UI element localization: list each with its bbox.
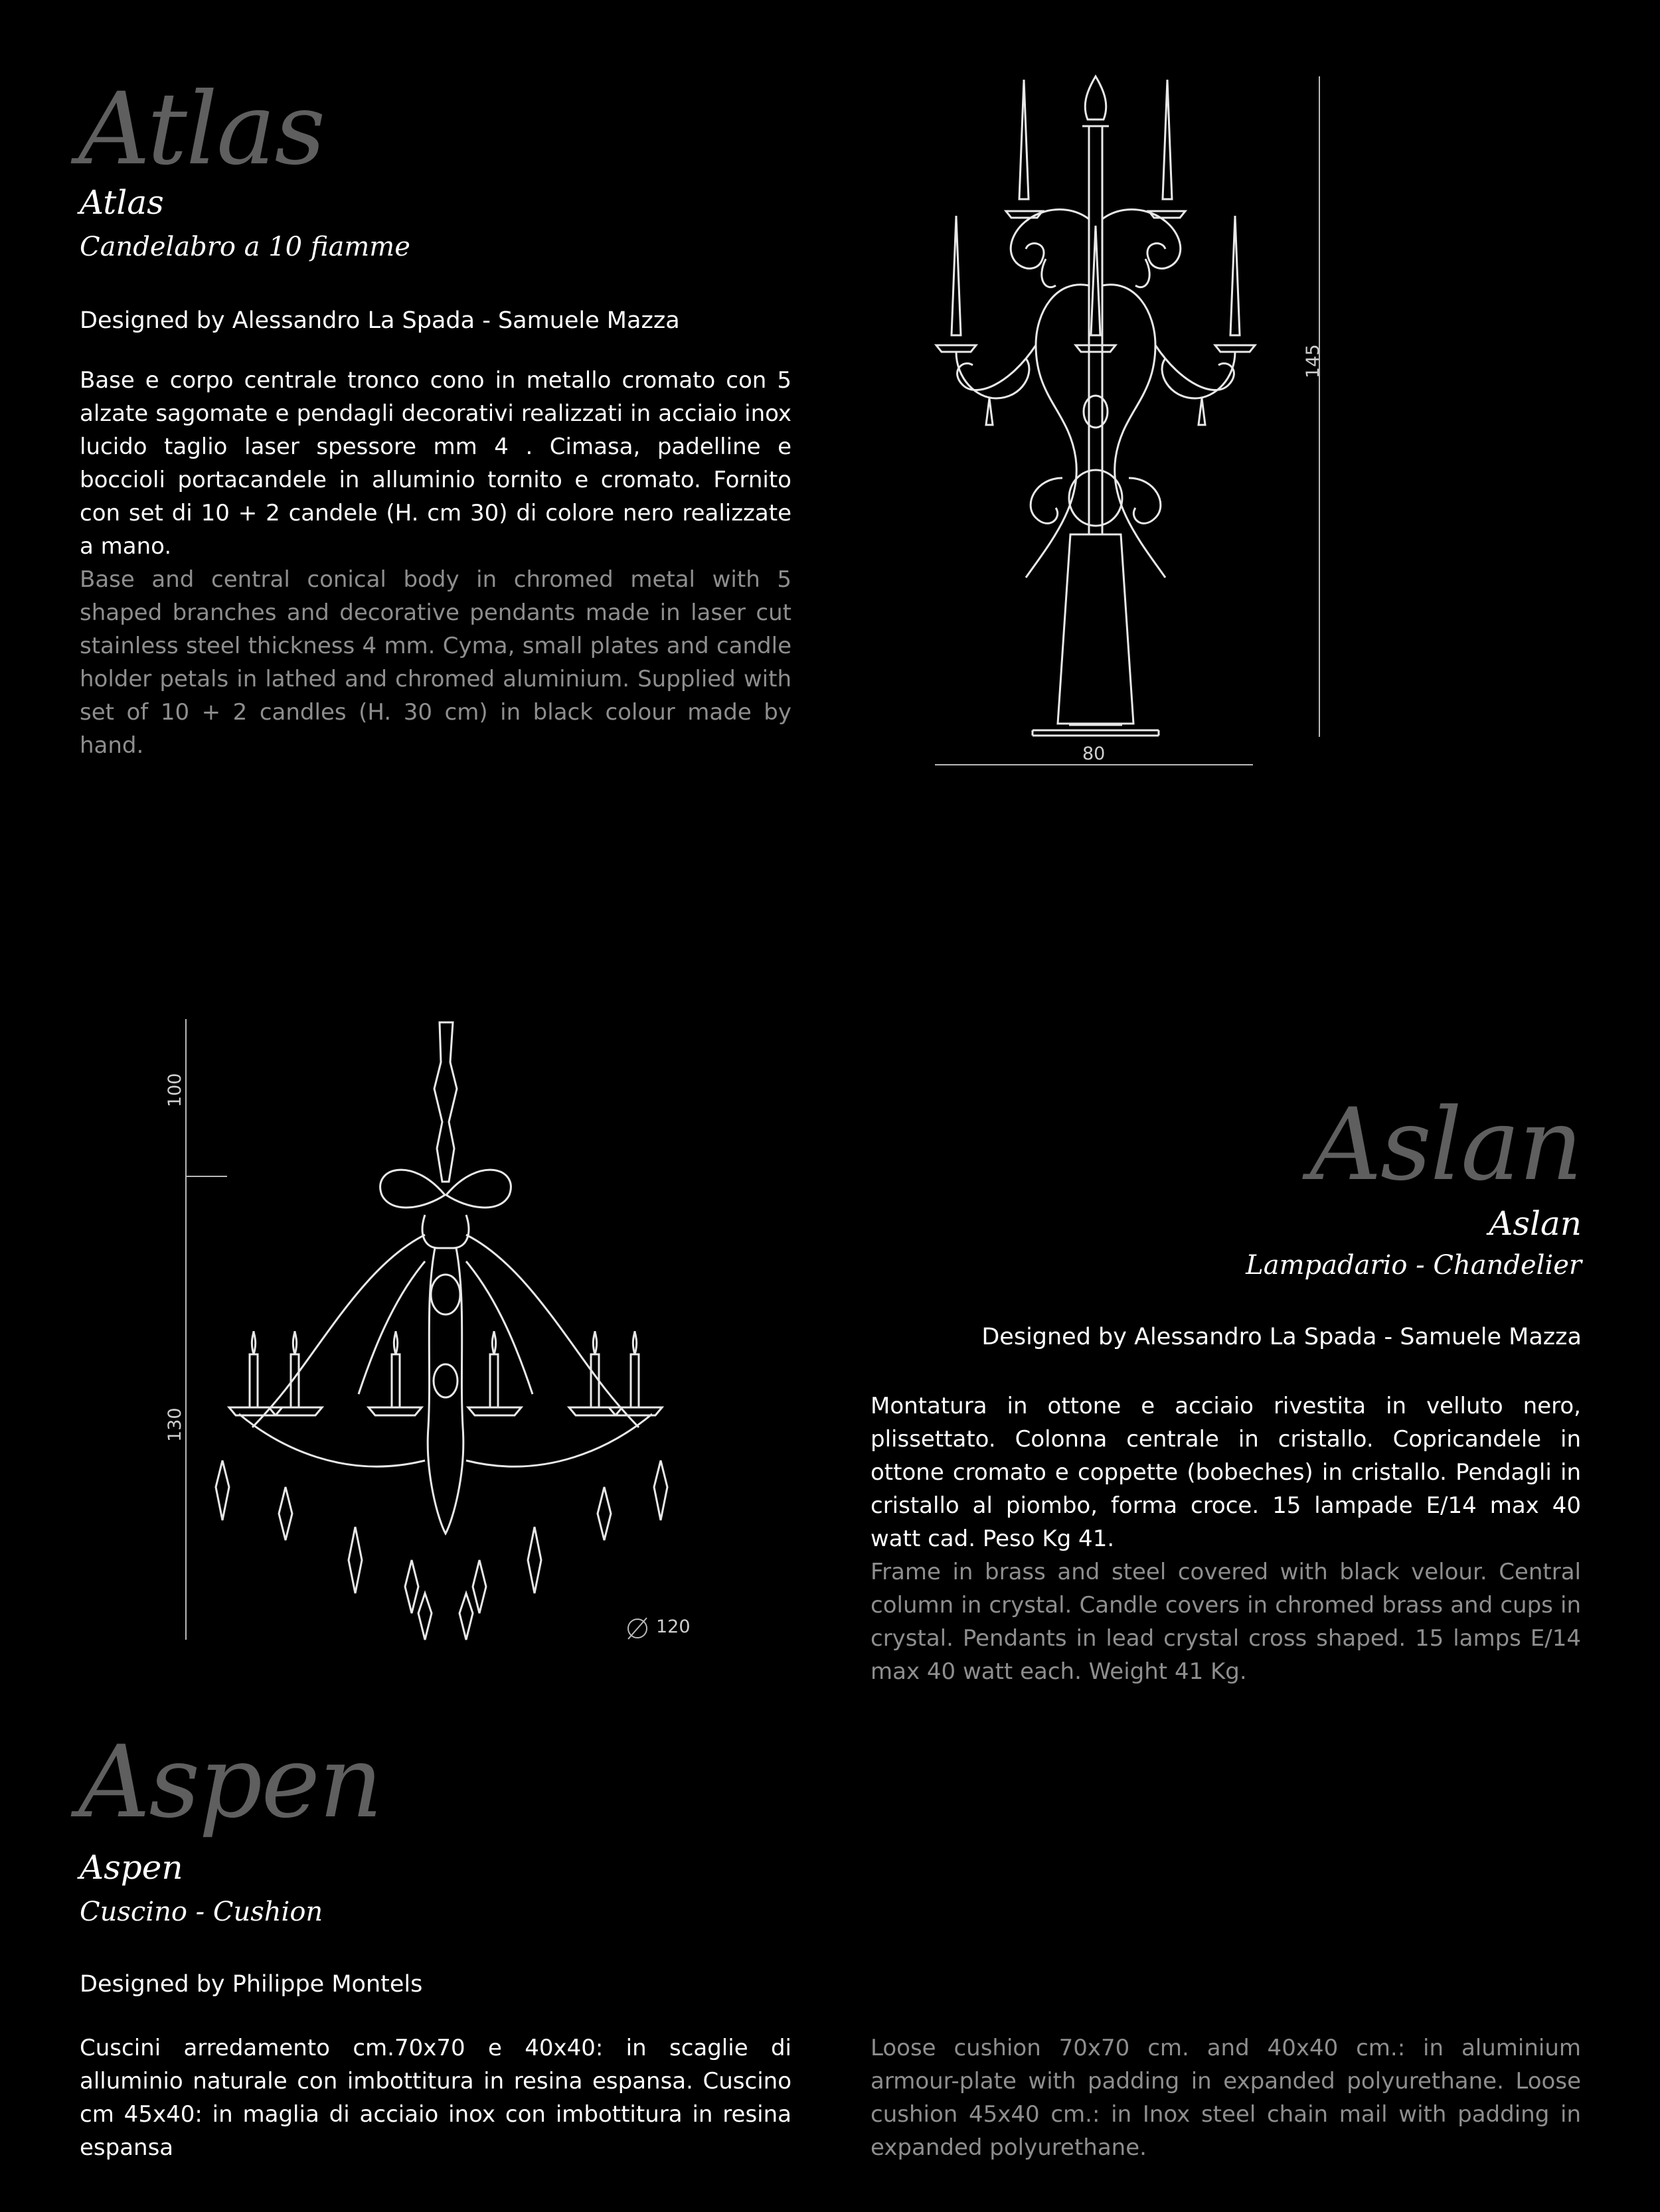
aslan-dimension-body: 130: [165, 1407, 185, 1442]
aslan-title-large: Aslan: [1309, 1087, 1582, 1203]
aspen-type: Cuscino - Cushion: [80, 1897, 323, 1927]
atlas-description-en: Base and central conical body in chromed metal with 5 shaped branches and decorative pendants made in laser cut stainless steel thickness 4 mm. Cyma, small plates and candle holder petals in lathed and chromed aluminium. Supplied with set of 10 + 2 candles (H. 30 cm) in black colour made by hand.: [80, 566, 791, 759]
aslan-type: Lampadario - Chandelier: [1246, 1250, 1582, 1281]
aslan-dimension-diameter: 120: [656, 1617, 691, 1637]
aspen-designer: Designed by Philippe Montels: [80, 1971, 423, 1998]
atlas-candelabra-drawing: [916, 66, 1355, 783]
aspen-description-it: Cuscini arredamento cm.70x70 e 40x40: in scaglie di alluminio naturale con imbottitura in resina espansa. Cuscino cm 45x40: in maglia di acciaio inox con imbottitura in resina espansa: [80, 2035, 791, 2161]
aslan-title: Aslan: [1489, 1204, 1582, 1243]
atlas-description-it: Base e corpo centrale tronco cono in metallo cromato con 5 alzate sagomate e pendagli decorativi realizzati in acciaio inox lucido taglio laser spessore mm 4 . Cimasa, padelline e boccioli portacandele in alluminio tornito e cromato. Fornito con set di 10 + 2 candele (H. cm 30) di colore nero realizzate a mano.: [80, 367, 791, 560]
aslan-description-en: Frame in brass and steel covered with black velour. Central column in crystal. Candle covers in chromed brass and cups in crystal. Pendants in lead crystal cross shaped. 15 lamps E/14 max 40 watt each. Weight 41 Kg.: [871, 1559, 1581, 1685]
atlas-dimension-height: 145: [1303, 344, 1323, 378]
aslan-chandelier-drawing: [173, 1009, 704, 1646]
atlas-title: Atlas: [80, 183, 164, 222]
aspen-description-en: Loose cushion 70x70 cm. and 40x40 cm.: in aluminium armour-plate with padding in expanded polyurethane. Loose cushion 45x40 cm.: in Inox steel chain mail with padding in expanded polyurethane.: [871, 2035, 1581, 2161]
atlas-type: Candelabro a 10 fiamme: [80, 232, 410, 262]
atlas-dimension-width: 80: [1082, 744, 1106, 764]
aslan-description-it: Montatura in ottone e acciaio rivestita in velluto nero, plissettato. Colonna centrale in cristallo. Copricandele in ottone cromato e coppette (bobeches) in cristallo. Pendagli in cristallo al piombo, forma croce. 15 lampade E/14 max 40 watt cad. Peso Kg 41.: [871, 1393, 1581, 1552]
aslan-designer: Designed by Alessandro La Spada - Samuele Mazza: [981, 1324, 1582, 1350]
aslan-dimension-top: 100: [165, 1073, 185, 1107]
aspen-title-large: Aspen: [78, 1725, 382, 1840]
aspen-title: Aspen: [80, 1848, 183, 1887]
atlas-designer: Designed by Alessandro La Spada - Samuele Mazza: [80, 307, 680, 334]
atlas-title-large: Atlas: [78, 72, 325, 187]
